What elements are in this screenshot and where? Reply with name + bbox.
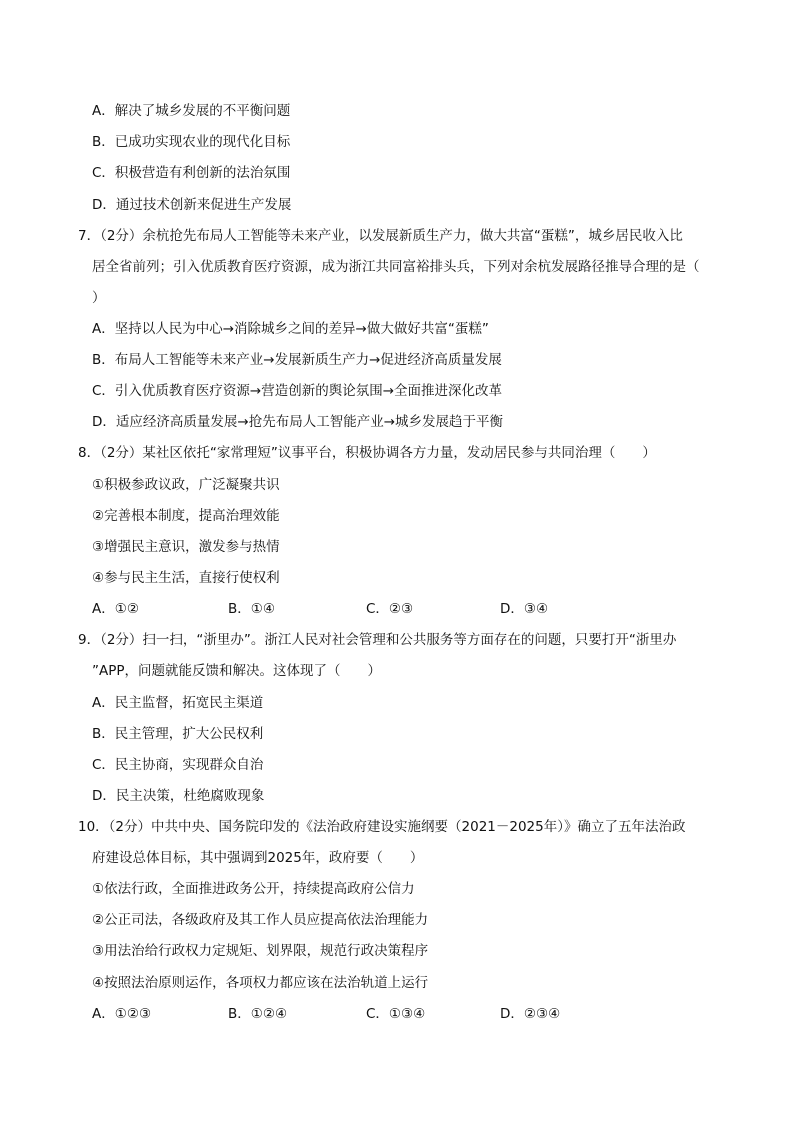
q7-option-b: B．布局人工智能等未来产业→发展新质生产力→促进经济高质量发展	[92, 352, 502, 368]
q7-stem-line-2: 居全省前列；引入优质教育医疗资源，成为浙江共同富裕排头兵，下列对余杭发展路径推导合理的是（	[92, 259, 700, 275]
q8-option-a: A．①②	[92, 601, 139, 617]
q10-item-2: ②公正司法，各级政府及其工作人员应提高依法治理能力	[92, 912, 429, 928]
q10-option-a: A．①②③	[92, 1006, 152, 1022]
q6-option-c: C．积极营造有利创新的法治氛围	[92, 165, 291, 181]
q9-stem-line-1: 9．（2分）扫一扫，“浙里办”。浙江人民对社会管理和公共服务等方面存在的问题，只要打开“浙里办	[78, 632, 677, 648]
q10-stem-line-2: 府建设总体目标，其中强调到2025年，政府要（ ）	[92, 850, 424, 866]
q10-item-1: ①依法行政，全面推进政务公开，持续提高政府公信力	[92, 881, 415, 897]
q10-item-4: ④按照法治原则运作，各项权力都应该在法治轨道上运行	[92, 975, 429, 991]
q8-option-c: C．②③	[366, 601, 414, 617]
q8-option-d: D．③④	[500, 601, 549, 617]
q6-option-b: B．已成功实现农业的现代化目标	[92, 134, 291, 150]
q6-option-a: A．解决了城乡发展的不平衡问题	[92, 103, 291, 119]
q8-item-1: ①积极参政议政，广泛凝聚共识	[92, 477, 280, 493]
q8-item-3: ③增强民主意识，激发参与热情	[92, 539, 280, 555]
q9-option-b: B．民主管理，扩大公民权利	[92, 726, 264, 742]
q10-stem-line-1: 10．（2分）中共中央、国务院印发的《法治政府建设实施纲要（2021－2025年）》确立了五年法治政	[78, 819, 686, 835]
q9-option-c: C．民主协商，实现群众自治	[92, 757, 264, 773]
q7-stem-line-3: ）	[92, 290, 106, 306]
q8-item-2: ②完善根本制度，提高治理效能	[92, 508, 280, 524]
q10-option-d: D．②③④	[500, 1006, 561, 1022]
q9-stem-line-2: ”APP，问题就能反馈和解决。这体现了（ ）	[92, 663, 382, 679]
q7-option-d: D．适应经济高质量发展→抢先布局人工智能产业→城乡发展趋于平衡	[92, 414, 504, 430]
q10-item-3: ③用法治给行政权力定规矩、划界限，规范行政决策程序	[92, 943, 429, 959]
q7-option-c: C．引入优质教育医疗资源→营造创新的舆论氛围→全面推进深化改革	[92, 383, 503, 399]
q10-option-c: C．①③④	[366, 1006, 426, 1022]
q7-stem-line-1: 7．（2分）余杭抢先布局人工智能等未来产业，以发展新质生产力，做大共富“蛋糕”，城乡居民收入比	[78, 228, 683, 244]
q7-option-a: A．坚持以人民为中心→消除城乡之间的差异→做大做好共富“蛋糕”	[92, 321, 489, 337]
q10-option-b: B．①②④	[228, 1006, 288, 1022]
q8-item-4: ④参与民主生活，直接行使权利	[92, 570, 280, 586]
q6-option-d: D．通过技术创新来促进生产发展	[92, 197, 292, 213]
q9-option-d: D．民主决策，杜绝腐败现象	[92, 788, 265, 804]
q9-option-a: A．民主监督，拓宽民主渠道	[92, 695, 264, 711]
q8-stem: 8．（2分）某社区依托“家常理短”议事平台，积极协调各方力量，发动居民参与共同治理（ ）	[78, 445, 656, 461]
q8-option-b: B．①④	[228, 601, 275, 617]
